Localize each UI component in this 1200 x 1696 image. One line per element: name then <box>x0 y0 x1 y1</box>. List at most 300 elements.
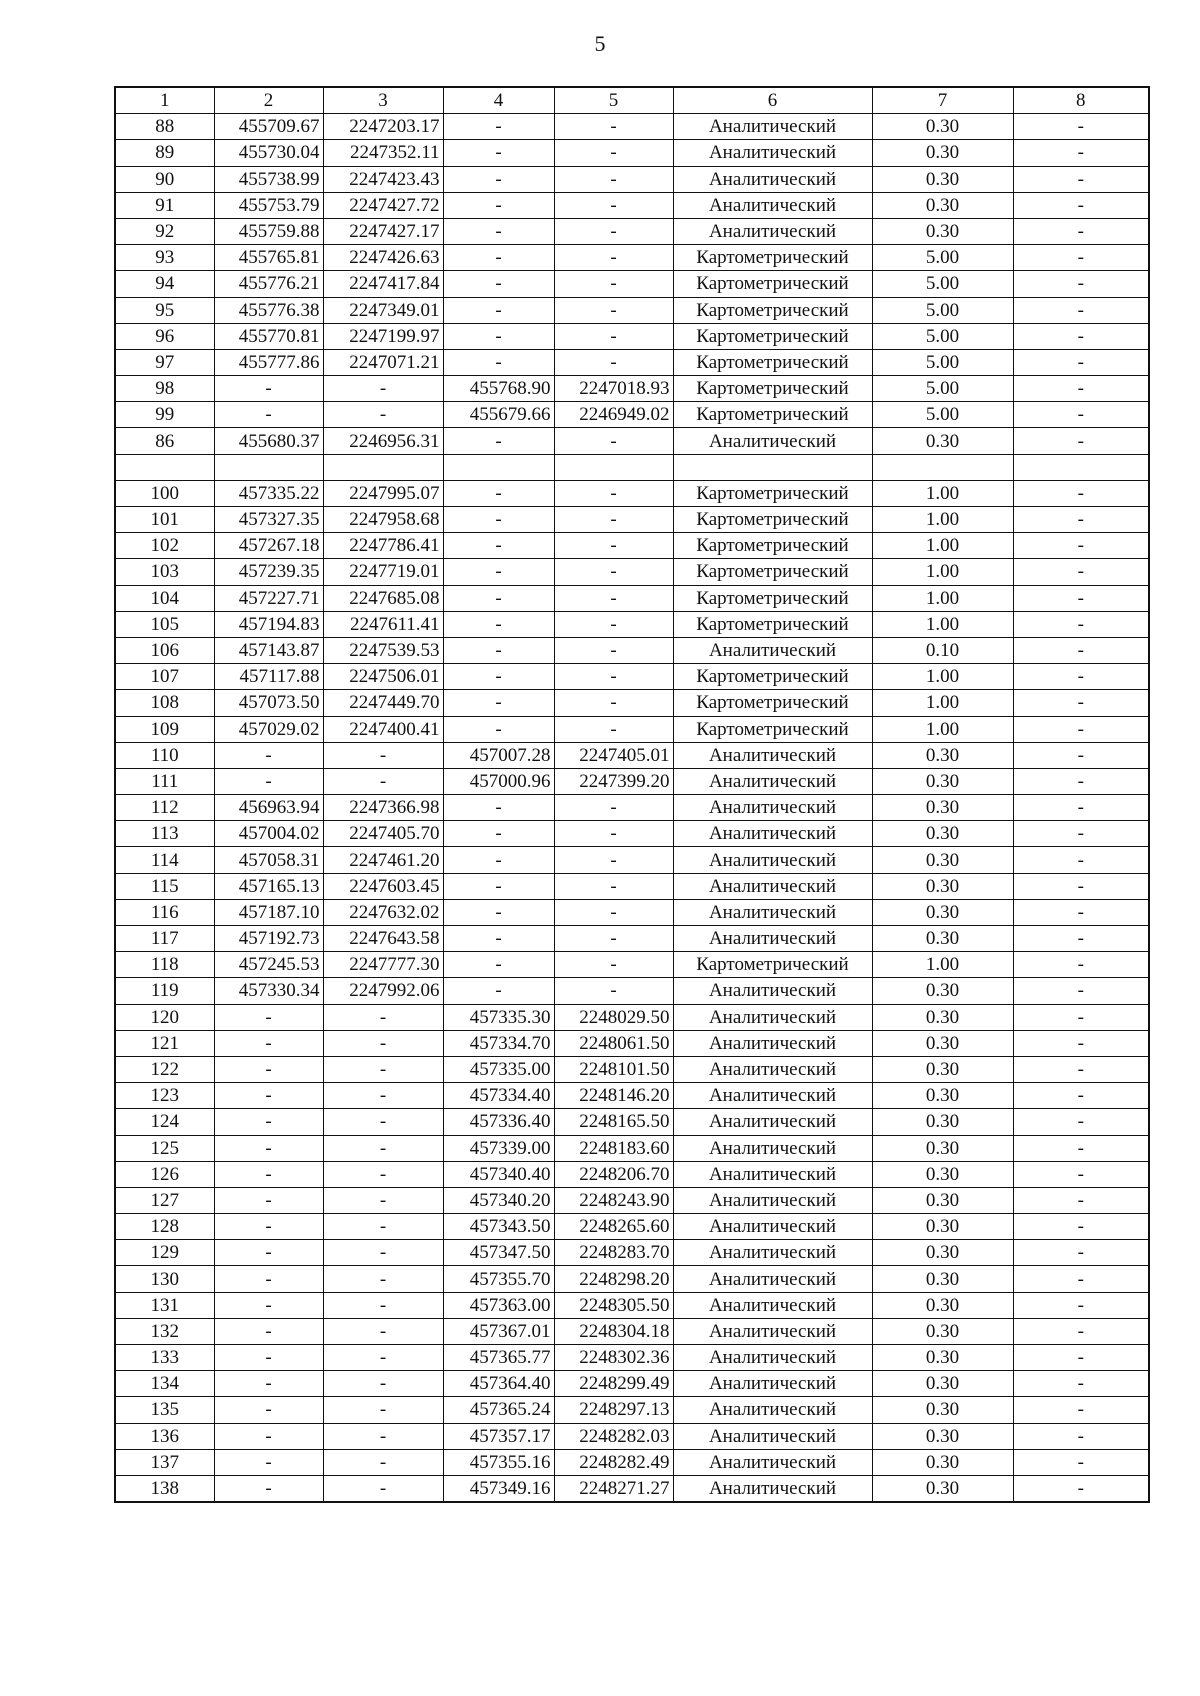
table-cell: 2248283.70 <box>554 1240 673 1266</box>
table-cell: 0.30 <box>872 926 1013 952</box>
table-row <box>115 428 1149 454</box>
table-cell: Аналитический <box>673 978 872 1004</box>
table-cell: - <box>554 349 673 375</box>
table-row <box>115 271 1149 297</box>
table-cell: 99 <box>115 402 214 428</box>
table-cell: - <box>1013 1345 1149 1371</box>
table-row <box>115 1292 1149 1318</box>
table-cell: - <box>554 271 673 297</box>
table-cell: Аналитический <box>673 847 872 873</box>
table-cell: 0.30 <box>872 428 1013 454</box>
table-cell: 5.00 <box>872 349 1013 375</box>
table-cell: 457192.73 <box>214 926 323 952</box>
table-cell: 113 <box>115 821 214 847</box>
table-cell: 1.00 <box>872 690 1013 716</box>
table-cell: Картометрический <box>673 533 872 559</box>
table-cell: 457334.40 <box>443 1083 554 1109</box>
table-row <box>115 507 1149 533</box>
table-cell: - <box>323 1449 443 1475</box>
table-cell: 109 <box>115 716 214 742</box>
table-cell: - <box>323 1423 443 1449</box>
table-cell: - <box>554 533 673 559</box>
table-cell <box>872 454 1013 480</box>
table-cell: - <box>554 192 673 218</box>
table-cell: - <box>1013 1240 1149 1266</box>
table-cell: 88 <box>115 114 214 140</box>
table-cell: 457330.34 <box>214 978 323 1004</box>
table-cell: 0.30 <box>872 114 1013 140</box>
table-cell: 2247539.53 <box>323 637 443 663</box>
table-cell: 0.30 <box>872 1292 1013 1318</box>
table-cell: 0.30 <box>872 140 1013 166</box>
table-cell: Аналитический <box>673 1240 872 1266</box>
table-row <box>115 192 1149 218</box>
table-cell: - <box>443 507 554 533</box>
table-cell: - <box>443 140 554 166</box>
table-cell: - <box>323 1345 443 1371</box>
column-header: 5 <box>554 87 673 114</box>
table-cell: 2247417.84 <box>323 271 443 297</box>
table-cell: - <box>1013 245 1149 271</box>
table-cell: - <box>1013 1475 1149 1502</box>
table-cell: Аналитический <box>673 428 872 454</box>
table-cell: - <box>1013 140 1149 166</box>
table-cell: 2247427.72 <box>323 192 443 218</box>
table-cell: - <box>443 690 554 716</box>
table-cell: - <box>323 1475 443 1502</box>
table-cell: - <box>554 978 673 1004</box>
table-cell: 2247958.68 <box>323 507 443 533</box>
table-cell: 455753.79 <box>214 192 323 218</box>
table-cell: - <box>1013 952 1149 978</box>
coordinates-table <box>114 86 1150 1503</box>
table-cell: - <box>443 349 554 375</box>
table-cell: 0.30 <box>872 1266 1013 1292</box>
table-cell: Аналитический <box>673 114 872 140</box>
table-cell: Картометрический <box>673 376 872 402</box>
table-cell: 2247992.06 <box>323 978 443 1004</box>
table-cell: 111 <box>115 768 214 794</box>
table-cell <box>214 454 323 480</box>
table-cell: - <box>323 1030 443 1056</box>
table-cell: 2248298.20 <box>554 1266 673 1292</box>
table-cell: - <box>554 140 673 166</box>
table-cell: - <box>554 611 673 637</box>
table-cell: - <box>1013 978 1149 1004</box>
table-cell: - <box>554 821 673 847</box>
table-cell: 2247685.08 <box>323 585 443 611</box>
table-cell: 2247786.41 <box>323 533 443 559</box>
table-cell: 2248302.36 <box>554 1345 673 1371</box>
table-cell: - <box>443 978 554 1004</box>
table-row <box>115 323 1149 349</box>
column-header: 3 <box>323 87 443 114</box>
column-header: 1 <box>115 87 214 114</box>
table-cell: 2248299.49 <box>554 1371 673 1397</box>
table-cell: - <box>214 1056 323 1082</box>
table-cell: 1.00 <box>872 716 1013 742</box>
page-number: 5 <box>594 31 606 56</box>
table-cell: - <box>554 323 673 349</box>
table-cell: 457327.35 <box>214 507 323 533</box>
table-cell: - <box>443 716 554 742</box>
table-cell: 89 <box>115 140 214 166</box>
table-cell: - <box>554 507 673 533</box>
table-cell: 0.30 <box>872 795 1013 821</box>
table-cell: Аналитический <box>673 1371 872 1397</box>
table-cell: 121 <box>115 1030 214 1056</box>
table-cell: - <box>323 1135 443 1161</box>
table-cell: Аналитический <box>673 1030 872 1056</box>
table-cell: 5.00 <box>872 323 1013 349</box>
table-cell: 122 <box>115 1056 214 1082</box>
table-cell: - <box>443 926 554 952</box>
table-row <box>115 349 1149 375</box>
table-cell: 457347.50 <box>443 1240 554 1266</box>
table-cell: - <box>1013 507 1149 533</box>
table-cell: 2248029.50 <box>554 1004 673 1030</box>
table-cell: - <box>554 428 673 454</box>
table-cell: - <box>214 1345 323 1371</box>
table-cell: - <box>323 376 443 402</box>
table-row <box>115 1475 1149 1502</box>
table-cell: 457335.30 <box>443 1004 554 1030</box>
table-cell: - <box>554 245 673 271</box>
table-row <box>115 533 1149 559</box>
table-cell: 0.30 <box>872 1083 1013 1109</box>
table-cell: Аналитический <box>673 1109 872 1135</box>
table-cell: 0.30 <box>872 1056 1013 1082</box>
table-cell: 2247400.41 <box>323 716 443 742</box>
table-cell: 455679.66 <box>443 402 554 428</box>
table-row <box>115 1345 1149 1371</box>
table-row <box>115 1135 1149 1161</box>
table-cell: - <box>1013 1004 1149 1030</box>
table-cell: Аналитический <box>673 821 872 847</box>
table-cell: - <box>323 1371 443 1397</box>
table-row <box>115 847 1149 873</box>
table-cell: 119 <box>115 978 214 1004</box>
table-cell: 90 <box>115 166 214 192</box>
table-row <box>115 637 1149 663</box>
table-cell: - <box>323 1292 443 1318</box>
table-row <box>115 1397 1149 1423</box>
table-cell: - <box>443 559 554 585</box>
table-row <box>115 1318 1149 1344</box>
table-cell: - <box>1013 192 1149 218</box>
table-cell: 102 <box>115 533 214 559</box>
table-cell: 2247426.63 <box>323 245 443 271</box>
table-cell: - <box>1013 533 1149 559</box>
table-cell: - <box>1013 1449 1149 1475</box>
table-cell: Картометрический <box>673 402 872 428</box>
table-cell: 2247366.98 <box>323 795 443 821</box>
table-cell: - <box>214 742 323 768</box>
table-cell: 457365.24 <box>443 1397 554 1423</box>
table-cell: 457245.53 <box>214 952 323 978</box>
table-cell: - <box>554 480 673 506</box>
table-cell: 136 <box>115 1423 214 1449</box>
table-row <box>115 768 1149 794</box>
table-row <box>115 454 1149 480</box>
table-cell: - <box>554 716 673 742</box>
table-cell: 2247777.30 <box>323 952 443 978</box>
table-row <box>115 1161 1149 1187</box>
table-cell: 1.00 <box>872 507 1013 533</box>
table-cell: - <box>214 1109 323 1135</box>
table-cell: 2248271.27 <box>554 1475 673 1502</box>
table-cell: 2248206.70 <box>554 1161 673 1187</box>
table-cell: 0.30 <box>872 1214 1013 1240</box>
table-cell: - <box>1013 611 1149 637</box>
table-cell: - <box>1013 559 1149 585</box>
table-cell: 93 <box>115 245 214 271</box>
table-cell: - <box>1013 1135 1149 1161</box>
table-cell: - <box>214 1187 323 1213</box>
table-cell: 118 <box>115 952 214 978</box>
table-cell: - <box>554 952 673 978</box>
table-cell: Аналитический <box>673 1056 872 1082</box>
table-cell: 0.30 <box>872 1318 1013 1344</box>
table-cell: - <box>554 795 673 821</box>
table-cell <box>673 454 872 480</box>
table-cell: 0.30 <box>872 192 1013 218</box>
table-cell: Аналитический <box>673 140 872 166</box>
table-cell: - <box>214 1397 323 1423</box>
table-row <box>115 1083 1149 1109</box>
table-cell: 2248305.50 <box>554 1292 673 1318</box>
table-cell: 95 <box>115 297 214 323</box>
table-cell: 0.30 <box>872 1109 1013 1135</box>
table-cell: 2247349.01 <box>323 297 443 323</box>
table-cell: - <box>1013 480 1149 506</box>
table-cell: 455738.99 <box>214 166 323 192</box>
table-row <box>115 1109 1149 1135</box>
table-row <box>115 1214 1149 1240</box>
table-row <box>115 742 1149 768</box>
table-cell: 114 <box>115 847 214 873</box>
table-cell: - <box>323 402 443 428</box>
table-cell: 5.00 <box>872 271 1013 297</box>
table-cell: - <box>1013 690 1149 716</box>
table-cell: - <box>214 1214 323 1240</box>
table-cell: 2247352.11 <box>323 140 443 166</box>
table-cell: - <box>214 1371 323 1397</box>
table-cell: 132 <box>115 1318 214 1344</box>
table-cell: - <box>214 1266 323 1292</box>
table-cell: 2247611.41 <box>323 611 443 637</box>
table-cell: 2248265.60 <box>554 1214 673 1240</box>
table-cell: 2247506.01 <box>323 664 443 690</box>
column-header: 7 <box>872 87 1013 114</box>
table-row <box>115 926 1149 952</box>
table-row <box>115 402 1149 428</box>
table-cell: Аналитический <box>673 1161 872 1187</box>
table-row <box>115 795 1149 821</box>
table-cell <box>443 454 554 480</box>
table-cell: 457007.28 <box>443 742 554 768</box>
table-cell: 457357.17 <box>443 1423 554 1449</box>
table-cell: Картометрический <box>673 297 872 323</box>
table-cell: Аналитический <box>673 1423 872 1449</box>
table-cell: - <box>1013 1214 1149 1240</box>
table-cell: 0.30 <box>872 1475 1013 1502</box>
table-cell: 457335.22 <box>214 480 323 506</box>
table-cell: 0.30 <box>872 1371 1013 1397</box>
table-cell: 0.30 <box>872 768 1013 794</box>
table-cell: - <box>1013 899 1149 925</box>
table-cell: 116 <box>115 899 214 925</box>
table-cell: - <box>1013 1030 1149 1056</box>
table-cell: - <box>323 1318 443 1344</box>
table-cell: 133 <box>115 1345 214 1371</box>
table-cell: 2247399.20 <box>554 768 673 794</box>
table-cell: - <box>554 166 673 192</box>
table-cell: 108 <box>115 690 214 716</box>
table-cell: - <box>323 1214 443 1240</box>
table-cell: - <box>554 899 673 925</box>
table-cell: - <box>323 1187 443 1213</box>
table-cell: - <box>323 1083 443 1109</box>
table-cell: 457339.00 <box>443 1135 554 1161</box>
table-cell: 2247427.17 <box>323 218 443 244</box>
table-cell: 457355.16 <box>443 1449 554 1475</box>
table-cell: - <box>443 664 554 690</box>
table-cell: - <box>554 873 673 899</box>
table-cell: - <box>1013 716 1149 742</box>
table-cell: 103 <box>115 559 214 585</box>
table-cell: - <box>554 926 673 952</box>
table-cell: 2247643.58 <box>323 926 443 952</box>
table-cell: Аналитический <box>673 926 872 952</box>
table-row <box>115 899 1149 925</box>
table-cell: 2247719.01 <box>323 559 443 585</box>
table-cell: - <box>554 297 673 323</box>
table-cell: 0.30 <box>872 899 1013 925</box>
table-cell: Аналитический <box>673 166 872 192</box>
table-cell: 126 <box>115 1161 214 1187</box>
table-cell: - <box>1013 297 1149 323</box>
table-cell: 0.10 <box>872 637 1013 663</box>
table-header-row <box>115 87 1149 114</box>
table-cell: 104 <box>115 585 214 611</box>
table-cell: - <box>1013 1056 1149 1082</box>
table-cell: 2248282.03 <box>554 1423 673 1449</box>
table-cell: 96 <box>115 323 214 349</box>
table-cell: 2247199.97 <box>323 323 443 349</box>
table-cell: - <box>323 742 443 768</box>
table-cell: - <box>1013 349 1149 375</box>
table-cell: 2247018.93 <box>554 376 673 402</box>
table-cell: Аналитический <box>673 1475 872 1502</box>
table-cell: 106 <box>115 637 214 663</box>
table-cell: 0.30 <box>872 1004 1013 1030</box>
table-cell: Аналитический <box>673 1292 872 1318</box>
table-cell: 107 <box>115 664 214 690</box>
table-cell: 455768.90 <box>443 376 554 402</box>
table-cell: - <box>1013 114 1149 140</box>
table-cell: 115 <box>115 873 214 899</box>
table-body <box>115 114 1149 1502</box>
table-cell: - <box>323 1004 443 1030</box>
table-cell: 457364.40 <box>443 1371 554 1397</box>
table-cell: - <box>443 166 554 192</box>
table-cell: 455759.88 <box>214 218 323 244</box>
table-cell: 123 <box>115 1083 214 1109</box>
table-cell: - <box>554 847 673 873</box>
table-row <box>115 1266 1149 1292</box>
table-cell: Картометрический <box>673 690 872 716</box>
table-cell: Аналитический <box>673 1266 872 1292</box>
table-cell: - <box>1013 1423 1149 1449</box>
table-row <box>115 245 1149 271</box>
table-row <box>115 1004 1149 1030</box>
table-cell: 1.00 <box>872 480 1013 506</box>
table-cell: 137 <box>115 1449 214 1475</box>
table-cell: 457004.02 <box>214 821 323 847</box>
table-cell: 0.30 <box>872 1397 1013 1423</box>
table-cell: 124 <box>115 1109 214 1135</box>
table-row <box>115 716 1149 742</box>
table-cell <box>554 454 673 480</box>
table-cell: 2247405.70 <box>323 821 443 847</box>
table-cell: 2247423.43 <box>323 166 443 192</box>
table-cell: Аналитический <box>673 768 872 794</box>
table-cell: 2248304.18 <box>554 1318 673 1344</box>
table-cell: 457029.02 <box>214 716 323 742</box>
column-header: 2 <box>214 87 323 114</box>
table-cell: - <box>443 847 554 873</box>
table-cell: - <box>443 611 554 637</box>
table-cell: 2248183.60 <box>554 1135 673 1161</box>
table-cell: 2247461.20 <box>323 847 443 873</box>
table-cell: 91 <box>115 192 214 218</box>
table-row <box>115 114 1149 140</box>
table-cell: 457365.77 <box>443 1345 554 1371</box>
table-cell: - <box>1013 1397 1149 1423</box>
table-cell: - <box>214 1240 323 1266</box>
table-cell: 457165.13 <box>214 873 323 899</box>
table-cell: 101 <box>115 507 214 533</box>
table-cell: 2246956.31 <box>323 428 443 454</box>
table-cell: 457363.00 <box>443 1292 554 1318</box>
table-row <box>115 952 1149 978</box>
table-cell: 2248243.90 <box>554 1187 673 1213</box>
table-cell: 457073.50 <box>214 690 323 716</box>
table-cell: 100 <box>115 480 214 506</box>
table-row <box>115 1056 1149 1082</box>
table-cell: - <box>323 1266 443 1292</box>
table-cell: - <box>323 1397 443 1423</box>
table-cell: 457343.50 <box>443 1214 554 1240</box>
table-cell: Картометрический <box>673 952 872 978</box>
table-cell: 456963.94 <box>214 795 323 821</box>
table-cell: 5.00 <box>872 245 1013 271</box>
table-cell: - <box>443 428 554 454</box>
table-cell: 2247995.07 <box>323 480 443 506</box>
table-cell: 457194.83 <box>214 611 323 637</box>
table-cell: Аналитический <box>673 1083 872 1109</box>
table-cell: 457335.00 <box>443 1056 554 1082</box>
table-cell: 457355.70 <box>443 1266 554 1292</box>
table-cell: Картометрический <box>673 480 872 506</box>
table-cell: - <box>214 1292 323 1318</box>
table-row <box>115 611 1149 637</box>
table-cell: - <box>1013 873 1149 899</box>
table-cell: 2248146.20 <box>554 1083 673 1109</box>
table-cell: - <box>1013 795 1149 821</box>
table-cell: - <box>443 323 554 349</box>
